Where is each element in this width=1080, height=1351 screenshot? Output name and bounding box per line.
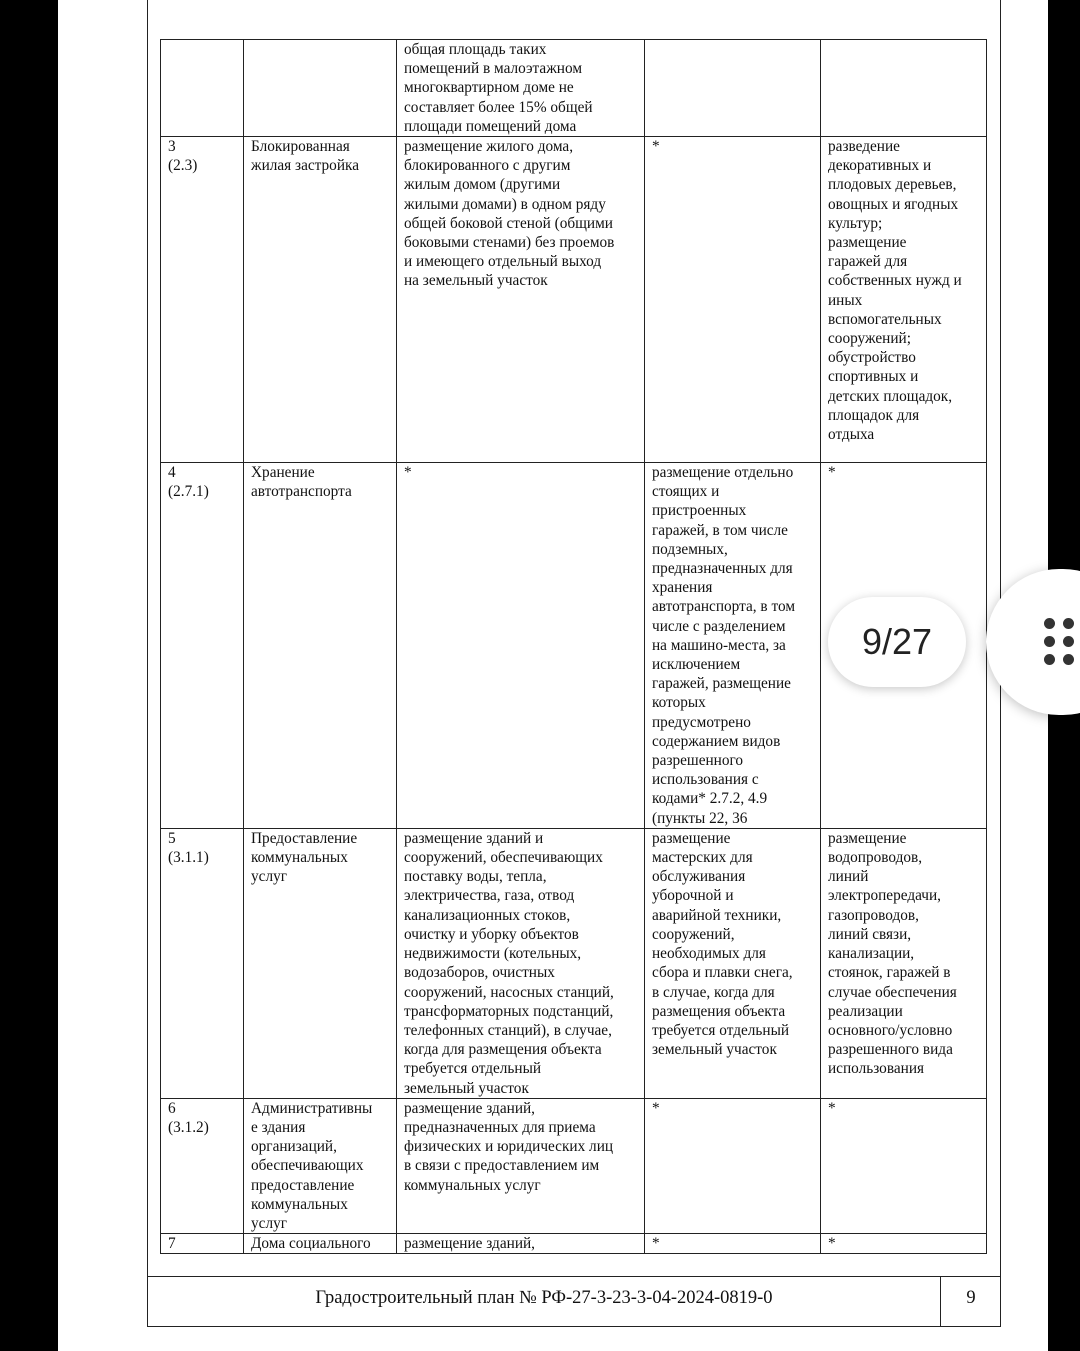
page-footer bbox=[147, 1276, 1001, 1327]
document-title: Градостроительный план № РФ-27-3-23-3-04-2024-0819-0 bbox=[315, 1288, 773, 1308]
main-use-cell: размещение зданий и сооружений, обеспечивающих поставку воды, тепла, электричества, газа, отвод канализационных стоков, очистку и уборку объектов недвижимости (котельных, водозаборов, очистных сооружений, насосных станций, трансформаторных подстанций, телефонных станций), в случае, когда для размещения объекта требуется отдельный земельный участок bbox=[397, 828, 645, 1098]
main-use-cell: общая площадь таких помещений в малоэтажном многоквартирном доме не составляет более 15% общей площади помещений дома bbox=[397, 40, 645, 137]
auxiliary-use-cell bbox=[821, 40, 987, 137]
use-type-name-cell: Административны е здания организаций, обеспечивающих предоставление коммунальных услуг bbox=[244, 1098, 397, 1233]
table-row bbox=[161, 828, 987, 1098]
grid-dots-icon bbox=[1044, 618, 1074, 666]
table-row bbox=[161, 137, 987, 463]
conditional-use-cell: * bbox=[645, 137, 821, 463]
main-use-cell: размещение зданий, предназначенных для приема физических и юридических лиц в связи с предоставлением им коммунальных услуг bbox=[397, 1098, 645, 1233]
table-row bbox=[161, 1098, 987, 1233]
table-row bbox=[161, 1234, 987, 1254]
row-number-cell: 5 (3.1.1) bbox=[161, 828, 244, 1098]
conditional-use-cell: * bbox=[645, 1234, 821, 1254]
use-type-name-cell: Предоставление коммунальных услуг bbox=[244, 828, 397, 1098]
auxiliary-use-cell: * bbox=[821, 463, 987, 829]
row-number-cell: 3 (2.3) bbox=[161, 137, 244, 463]
row-number-cell bbox=[161, 40, 244, 137]
auxiliary-use-cell: * bbox=[821, 1098, 987, 1233]
auxiliary-use-cell: * bbox=[821, 1234, 987, 1254]
main-use-cell: размещение жилого дома, блокированного с другим жилым домом (другими жилыми домами) в одном ряду общей боковой стеной (общими боковыми стенами) без проемов и имеющего отдельный выход на земельный участок bbox=[397, 137, 645, 463]
footer-page-number: 9 bbox=[966, 1288, 976, 1308]
conditional-use-cell: размещение отдельно стоящих и пристроенных гаражей, в том числе подземных, предназначенных для хранения автотранспорта, в том числе с разделением на машино-места, за исключением гаражей, размещение которых предусмотрено содержанием видов разрешенного использования с кодами* 2.7.2, 4.9 (пункты 22, 36 bbox=[645, 463, 821, 829]
main-use-cell: * bbox=[397, 463, 645, 829]
use-type-name-cell: Хранение автотранспорта bbox=[244, 463, 397, 829]
use-type-name-cell: Блокированная жилая застройка bbox=[244, 137, 397, 463]
conditional-use-cell bbox=[645, 40, 821, 137]
table-row bbox=[161, 40, 987, 137]
main-use-cell: размещение зданий, bbox=[397, 1234, 645, 1254]
use-type-name-cell: Дома социального bbox=[244, 1234, 397, 1254]
use-type-name-cell bbox=[244, 40, 397, 137]
auxiliary-use-cell: размещение водопроводов, линий электропередачи, газопроводов, линий связи, канализации, стоянок, гаражей в случае обеспечения реализации основного/условно разрешенного вида использования bbox=[821, 828, 987, 1098]
conditional-use-cell: * bbox=[645, 1098, 821, 1233]
row-number-cell: 6 (3.1.2) bbox=[161, 1098, 244, 1233]
row-number-cell: 7 bbox=[161, 1234, 244, 1254]
screen-edge-left bbox=[0, 0, 58, 1351]
conditional-use-cell: размещение мастерских для обслуживания уборочной и аварийной техники, сооружений, необходимых для сбора и плавки снега, в случае, когда для размещения объекта требуется отдельный земельный участок bbox=[645, 828, 821, 1098]
page-counter-badge[interactable]: 9/27 bbox=[828, 597, 966, 687]
row-number-cell: 4 (2.7.1) bbox=[161, 463, 244, 829]
page-frame-left bbox=[147, 0, 148, 1327]
auxiliary-use-cell: разведение декоративных и плодовых деревьев, овощных и ягодных культур; размещение гаражей для собственных нужд и иных вспомогательных сооружений; обустройство спортивных и детских площадок, площадок для отдыха bbox=[821, 137, 987, 463]
